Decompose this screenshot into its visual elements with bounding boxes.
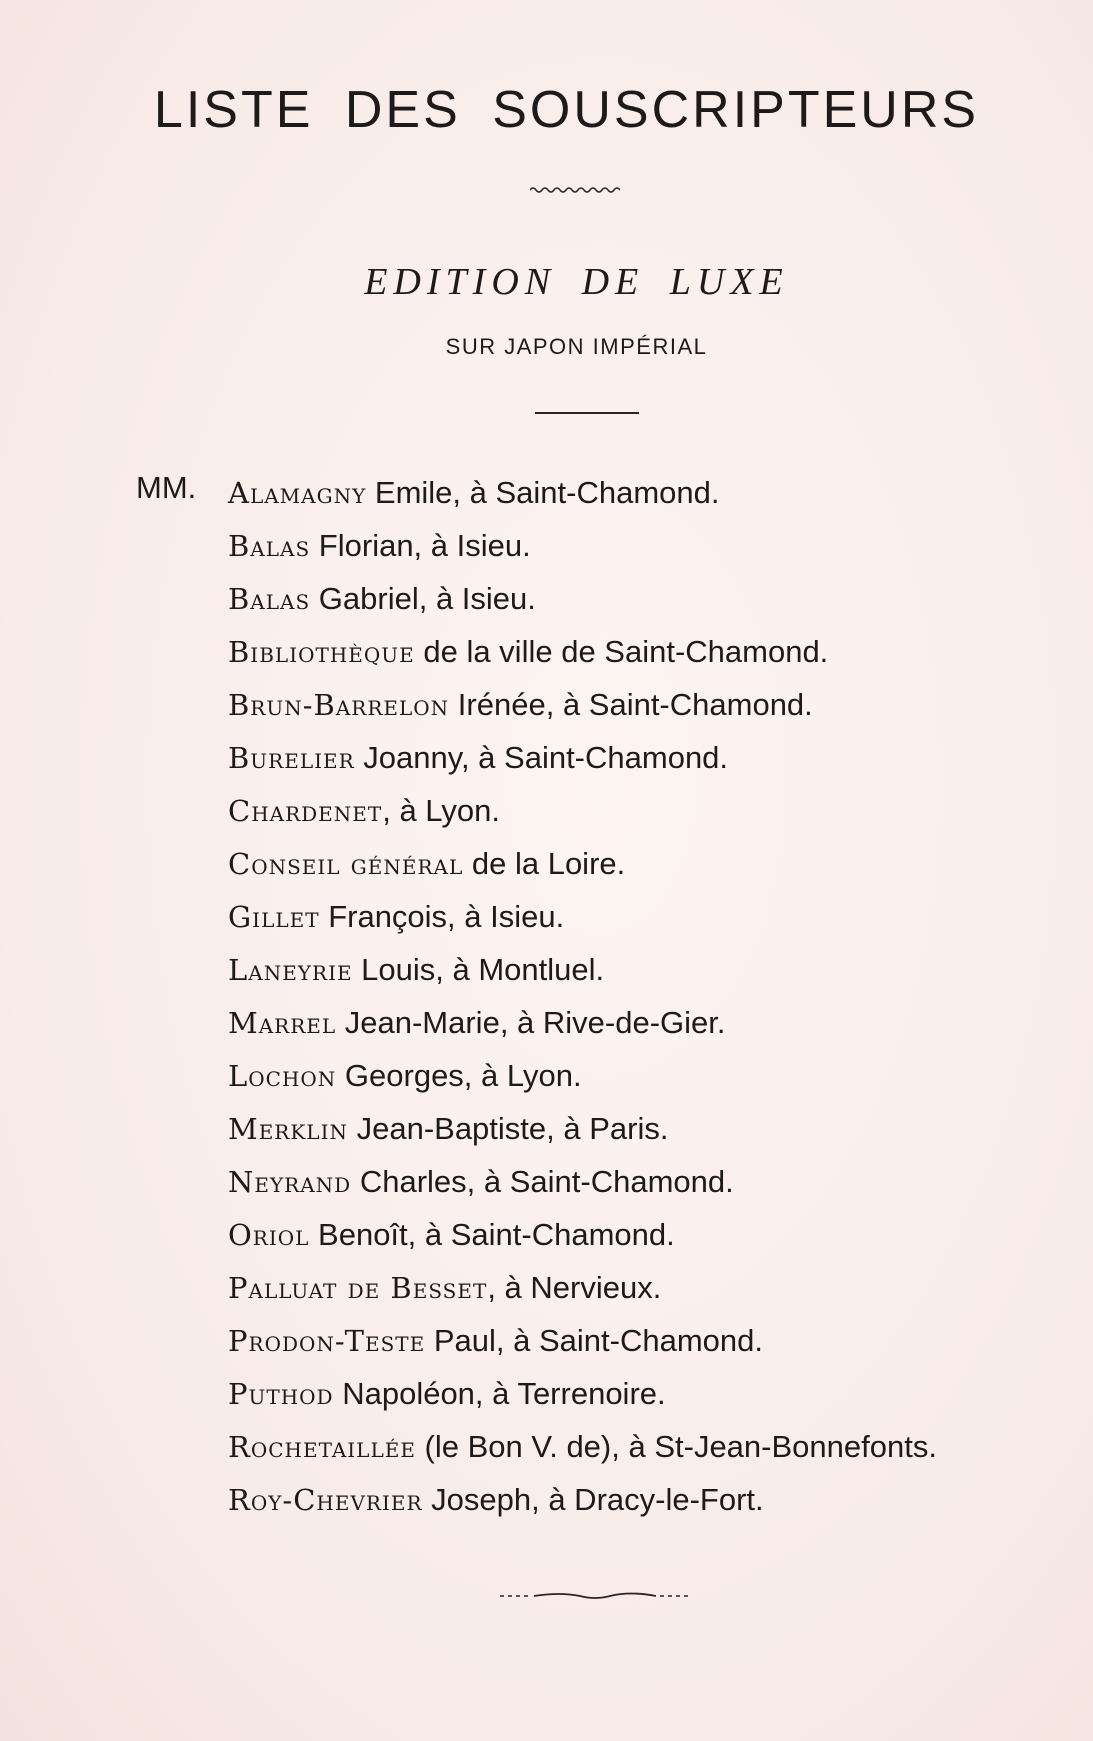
divider-rule: [535, 412, 639, 414]
subscriber-detail: Irénée, à Saint-Chamond.: [449, 687, 813, 722]
subscriber-detail: (le Bon V. de), à St-Jean-Bonnefonts.: [415, 1429, 937, 1464]
list-item: [228, 572, 937, 625]
subscriber-detail: de la ville de Saint-Chamond.: [414, 634, 829, 669]
list-item: [228, 943, 937, 996]
list-item: [228, 784, 937, 837]
subscriber-name: Balas: [228, 582, 311, 616]
subscriber-detail: de la Loire.: [463, 846, 626, 881]
list-item: [228, 519, 937, 572]
list-item: [228, 1261, 937, 1314]
list-item: [228, 1314, 937, 1367]
page-title: LISTE DES SOUSCRIPTEURS: [153, 81, 980, 139]
honorific-prefix: MM.: [136, 470, 197, 505]
subscriber-detail: Gabriel, à Isieu.: [310, 581, 536, 616]
list-item: [228, 996, 937, 1049]
list-item: [228, 1420, 937, 1473]
edition-subtitle: SUR JAPON IMPÉRIAL: [445, 334, 708, 359]
subscriber-name: Gillet: [228, 900, 320, 934]
subscriber-name: Alamagny: [228, 476, 367, 510]
subscriber-detail: Benoît, à Saint-Chamond.: [309, 1217, 675, 1252]
subscriber-detail: Joanny, à Saint-Chamond.: [354, 740, 729, 775]
subscriber-detail: , à Nervieux.: [487, 1270, 662, 1305]
list-item: [228, 1102, 937, 1155]
subscriber-name: Oriol: [228, 1218, 310, 1252]
subscriber-name: Merklin: [228, 1112, 348, 1146]
list-item: [228, 625, 937, 678]
list-item: [228, 890, 937, 943]
edition-heading: EDITION DE LUXE: [364, 261, 789, 303]
subscriber-name: Roy-Chevrier: [228, 1483, 423, 1517]
wavy-ornament-rule: [530, 186, 620, 194]
subscriber-name: Chardenet: [228, 794, 383, 828]
list-item: [228, 466, 937, 519]
subscriber-detail: Jean-Baptiste, à Paris.: [347, 1111, 669, 1146]
list-item: [228, 731, 937, 784]
end-ornament-rule: [500, 1590, 690, 1602]
subscriber-detail: Joseph, à Dracy-le-Fort.: [422, 1482, 764, 1517]
subscriber-name: Puthod: [228, 1377, 334, 1411]
subscriber-detail: Jean-Marie, à Rive-de-Gier.: [336, 1005, 726, 1040]
subscriber-name: Palluat de Besset: [228, 1271, 488, 1305]
subscriber-detail: François, à Isieu.: [319, 899, 565, 934]
subscriber-name: Balas: [228, 529, 311, 563]
subscriber-name: Laneyrie: [228, 953, 353, 987]
subscriber-name: Prodon-Teste: [228, 1324, 426, 1358]
subscriber-detail: Napoléon, à Terrenoire.: [333, 1376, 666, 1411]
subscriber-list: [228, 466, 937, 1526]
list-item: [228, 837, 937, 890]
subscriber-detail: Emile, à Saint-Chamond.: [366, 475, 720, 510]
list-item: [228, 1367, 937, 1420]
subscriber-name: Marrel: [228, 1006, 337, 1040]
subscriber-name: Lochon: [228, 1059, 337, 1093]
subscriber-name: Bibliothèque: [228, 635, 415, 669]
list-item: [228, 1473, 937, 1526]
list-item: [228, 678, 937, 731]
subscriber-detail: Georges, à Lyon.: [336, 1058, 582, 1093]
subscriber-name: Conseil général: [228, 847, 464, 881]
subscriber-name: Burelier: [228, 741, 355, 775]
subscriber-detail: Louis, à Montluel.: [352, 952, 605, 987]
subscriber-name: Neyrand: [228, 1165, 352, 1199]
subscriber-detail: , à Lyon.: [382, 793, 500, 828]
subscriber-name: Brun-Barrelon: [228, 688, 450, 722]
subscriber-detail: Florian, à Isieu.: [310, 528, 531, 563]
list-item: [228, 1049, 937, 1102]
list-item: [228, 1208, 937, 1261]
subscriber-detail: Charles, à Saint-Chamond.: [351, 1164, 734, 1199]
list-item: [228, 1155, 937, 1208]
subscriber-name: Rochetaillée: [228, 1430, 416, 1464]
subscriber-detail: Paul, à Saint-Chamond.: [425, 1323, 763, 1358]
